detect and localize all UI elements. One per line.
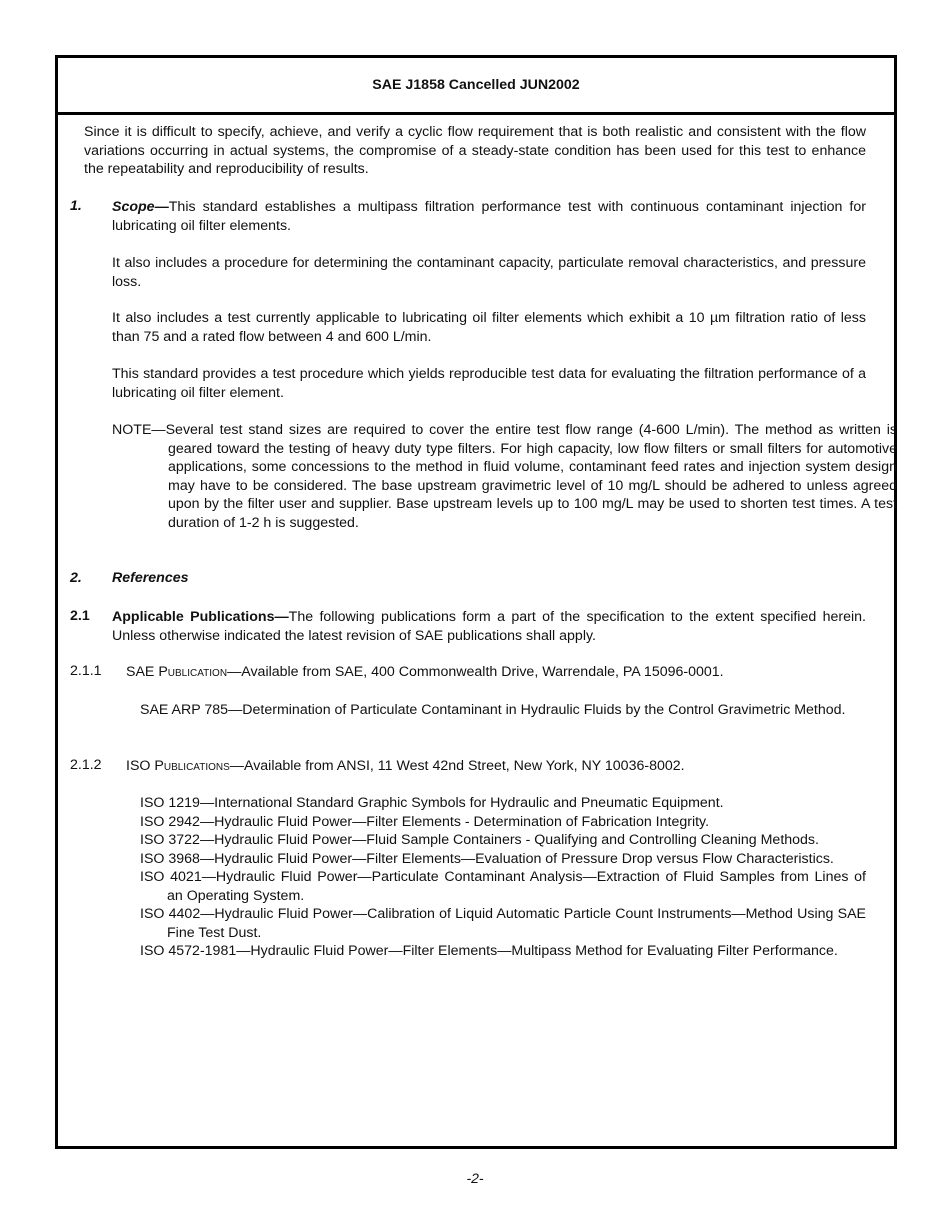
intro-paragraph: Since it is difficult to specify, achieve, and verify a cyclic flow requirement that is both realistic and consistent with the flow variations occurring in actual systems, the compromise of a steady-state condition has been used for this test to enhance the repeatability and reproducibility of results. [84,124,866,177]
list-item: ISO 4402—Hydraulic Fluid Power—Calibration of Liquid Automatic Particle Count Instruments—Method Using SAE Fine Test Dust. [140,906,866,941]
section-2-1-title: Applicable Publications— [112,609,289,625]
list-item: ISO 2942—Hydraulic Fluid Power—Filter Elements - Determination of Fabrication Integrity. [140,813,710,830]
section-1-scope [112,198,866,235]
section-1-title: Scope— [112,199,169,215]
note-paragraph: NOTE—Several test stand sizes are required to cover the entire test flow range (4-600 L/min). The method as written is geared toward the testing of heavy duty type filters. For high capacity, low flow filters or small filters for automotive applications, some concessions to the method in fluid volume, contaminant feed rates and injection system design may have to be considered. The base upstream gravimetric level of 10 mg/L should be adhered to unless agreed upon by the filter user and supplier. Base upstream levels up to 100 mg/L may be used to shorten test times. A test duration of 1-2 h is suggested. [112,422,897,531]
section-2-1-paragraph [112,608,866,645]
section-2-1-1-title: SAE Publication [126,664,228,680]
section-2-1-1-number: 2.1.1 [70,663,102,679]
section-2-1-2-text: —Available from ANSI, 11 West 42nd Street, New York, NY 10036-8002. [229,758,685,774]
section-1-number: 1. [70,198,82,214]
section-1-p2: It also includes a procedure for determining the contaminant capacity, particulate removal characteristics, and pressure loss. [112,255,866,290]
section-2-1-1-paragraph [126,663,866,682]
section-2-1-text: The following publications form a part of the specification to the extent specified herein. Unless otherwise indicated the latest revision of SAE publications shall apply. [112,609,866,644]
document-title: SAE J1858 Cancelled JUN2002 [372,77,580,93]
document-header [58,58,894,115]
section-2-1-number: 2.1 [70,608,90,624]
sae-arp-785-item: SAE ARP 785—Determination of Particulate Contaminant in Hydraulic Fluids by the Control Gravimetric Method. [140,702,846,718]
iso-list [140,794,866,961]
section-2-1-2-number: 2.1.2 [70,757,102,773]
page-number: -2- [466,1170,484,1186]
section-2-number: 2. [70,570,82,586]
section-1-p1: This standard establishes a multipass filtration performance test with continuous contaminant injection for lubricating oil filter elements. [112,199,866,234]
section-1-p3: It also includes a test currently applicable to lubricating oil filter elements which exhibit a 10 µm filtration ratio of less than 75 and a rated flow between 4 and 600 L/min. [112,310,866,345]
section-2-1-2-paragraph [126,757,866,776]
section-2-1-2-title: ISO Publications [126,758,230,774]
section-2-1-1-text: —Available from SAE, 400 Commonwealth Drive, Warrendale, PA 15096-0001. [227,664,724,680]
list-item: ISO 3968—Hydraulic Fluid Power—Filter Elements—Evaluation of Pressure Drop versus Flow Characteristics. [140,850,834,867]
list-item: ISO 3722—Hydraulic Fluid Power—Fluid Sample Containers - Qualifying and Controlling Cleaning Methods. [140,832,819,848]
list-item: ISO 4021—Hydraulic Fluid Power—Particulate Contaminant Analysis—Extraction of Fluid Samples from Lines of an Operating System. [140,869,866,904]
list-item: ISO 4572-1981—Hydraulic Fluid Power—Filter Elements—Multipass Method for Evaluating Filter Performance. [140,943,838,959]
section-1-p4: This standard provides a test procedure which yields reproducible test data for evaluating the filtration performance of a lubricating oil filter element. [112,366,866,401]
section-2-title: References [112,570,189,586]
list-item: ISO 1219—International Standard Graphic Symbols for Hydraulic and Pneumatic Equipment. [140,795,724,811]
